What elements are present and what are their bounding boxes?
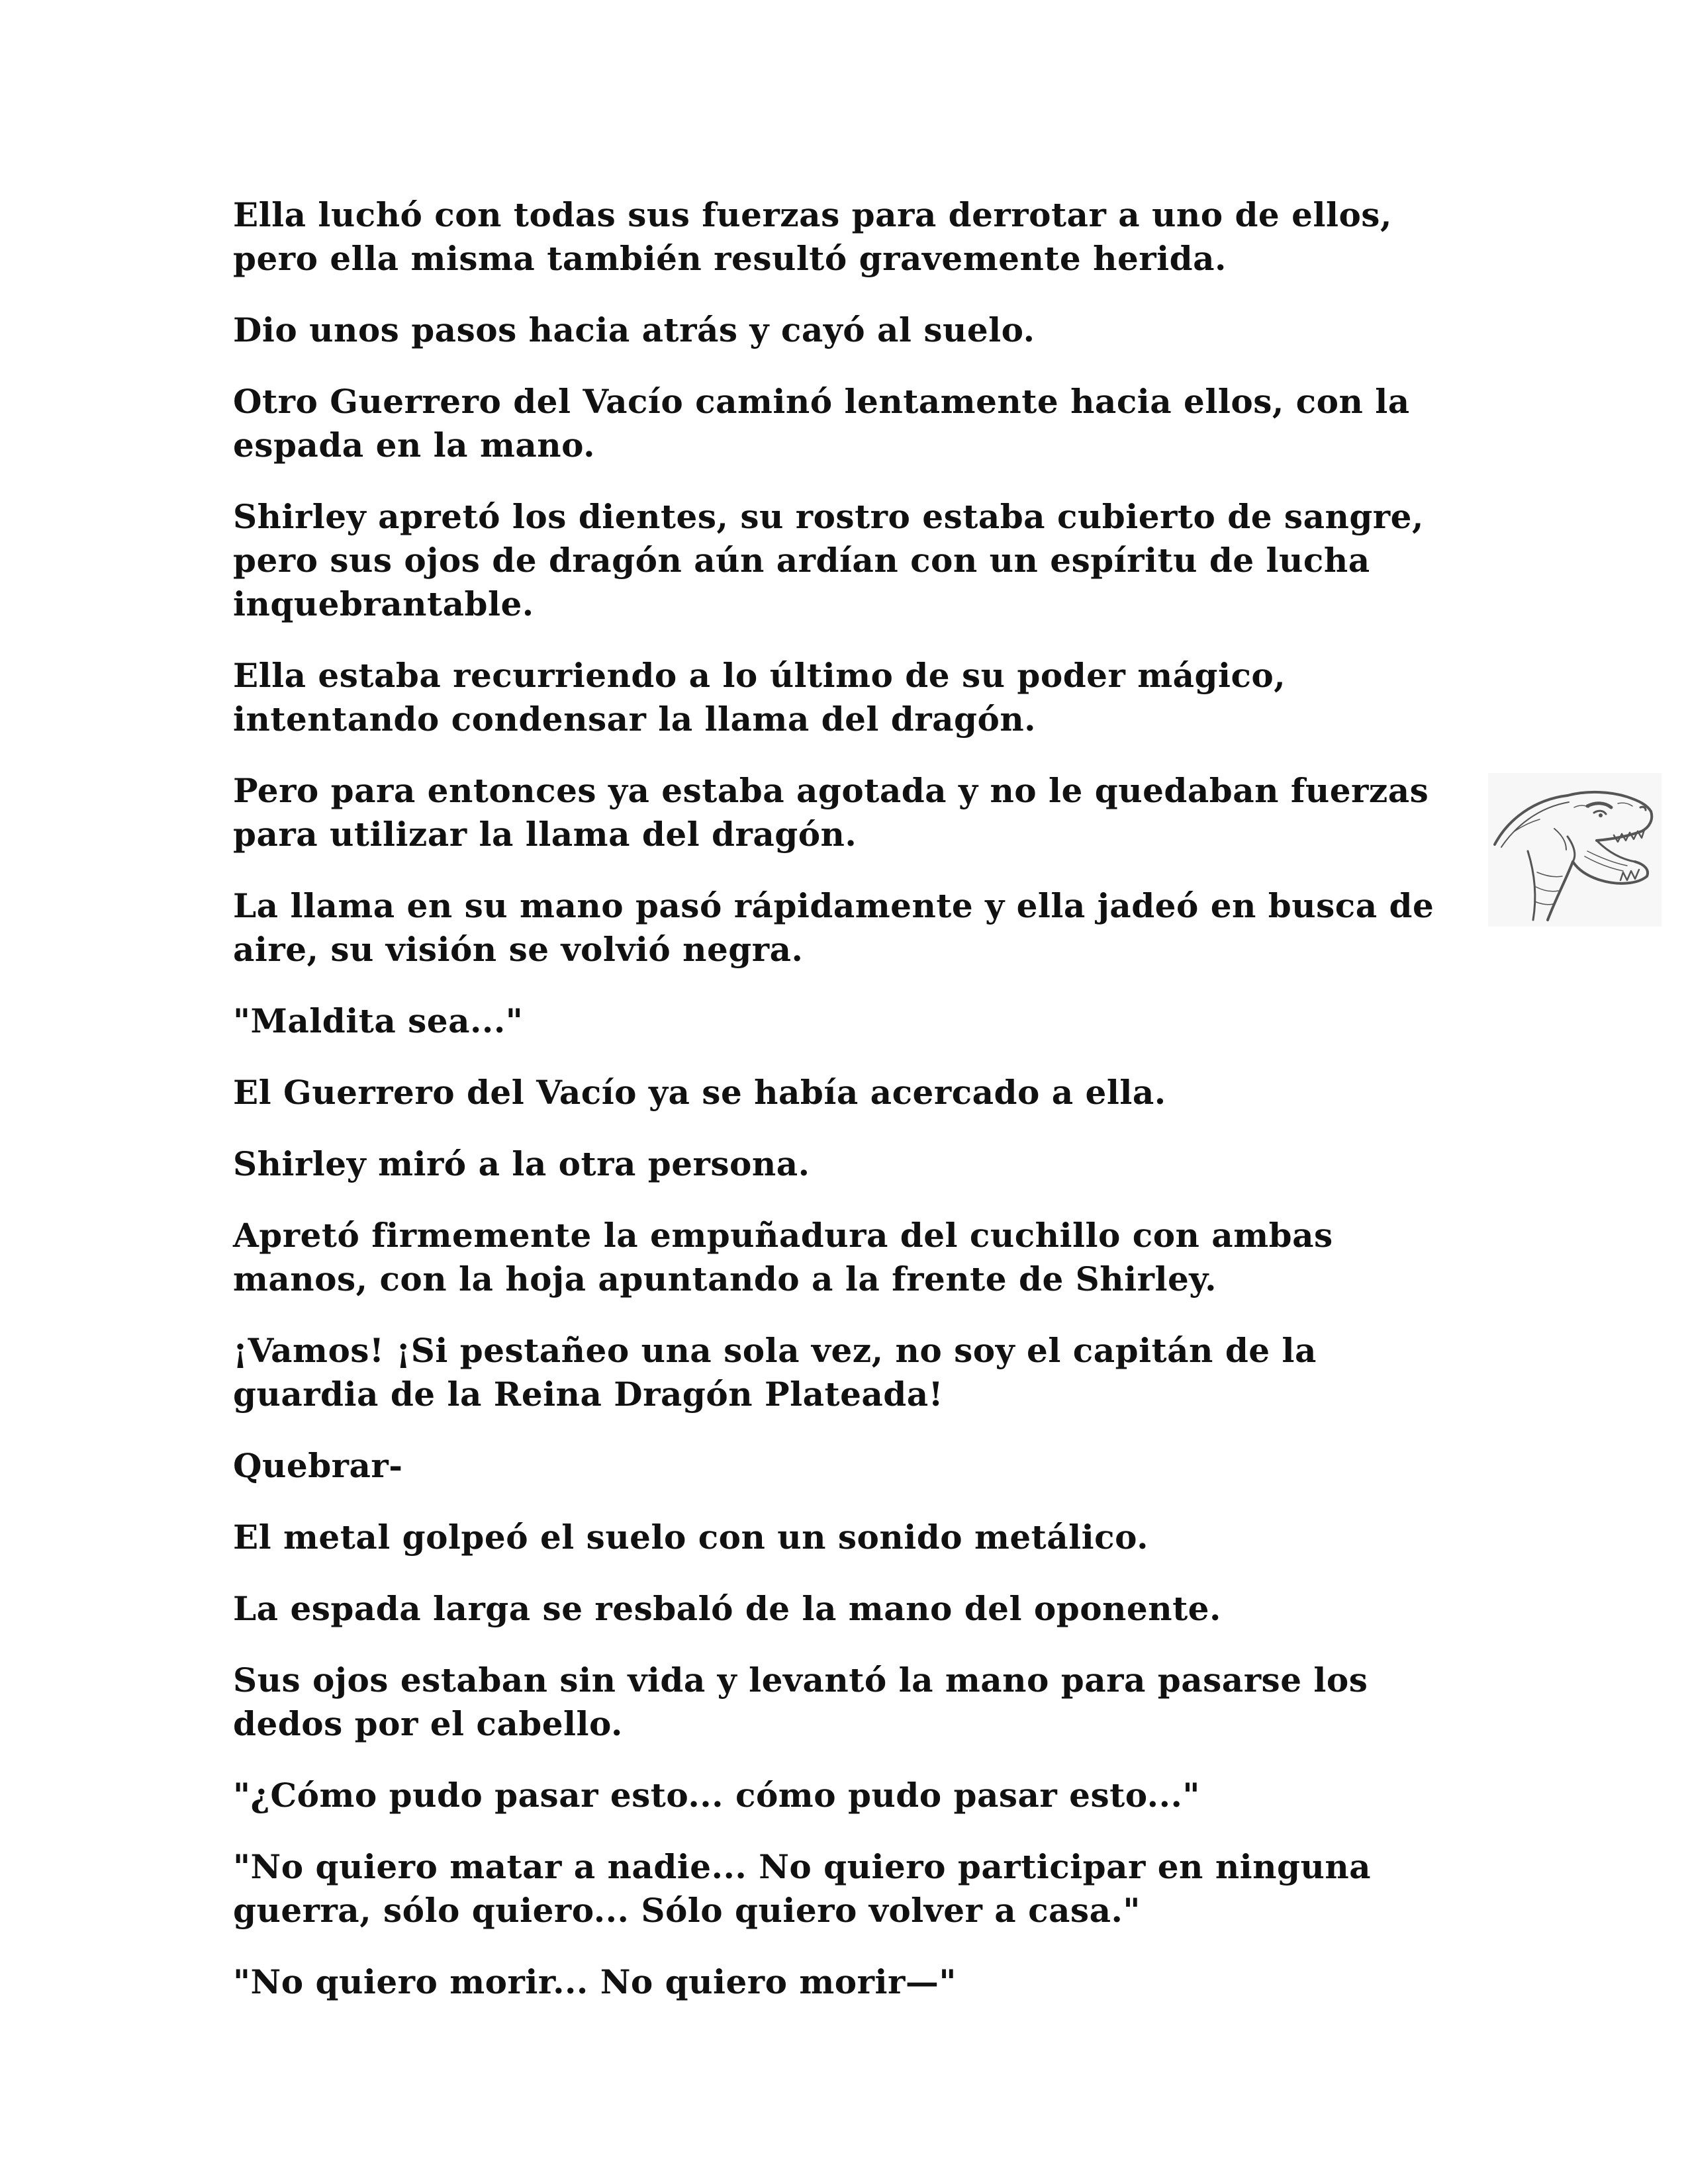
paragraph: El Guerrero del Vacío ya se había acercado a ella. xyxy=(233,1073,1166,1112)
paragraph: Pero para entonces ya estaba agotada y no le quedaban fuerzas para utilizar la llama del dragón. xyxy=(233,771,1429,854)
paragraph: La espada larga se resbaló de la mano del oponente. xyxy=(233,1589,1221,1628)
paragraph: Apretó firmemente la empuñadura del cuchillo con ambas manos, con la hoja apuntando a la frente de Shirley. xyxy=(233,1216,1333,1298)
paragraph: "Maldita sea..." xyxy=(233,1001,524,1040)
paragraph: El metal golpeó el suelo con un sonido metálico. xyxy=(233,1518,1149,1557)
paragraph: Ella estaba recurriendo a lo último de su poder mágico, intentando condensar la llama del dragón. xyxy=(233,656,1286,739)
paragraph: Sus ojos estaban sin vida y levantó la mano para pasarse los dedos por el cabello. xyxy=(233,1661,1368,1743)
paragraph: Otro Guerrero del Vacío caminó lentamente hacia ellos, con la espada en la mano. xyxy=(233,382,1410,465)
paragraph: "No quiero matar a nadie... No quiero participar en ninguna guerra, sólo quiero... Sólo quiero volver a casa." xyxy=(233,1847,1372,1930)
dinosaur-head-sketch-icon xyxy=(1488,773,1662,927)
text-column xyxy=(233,193,1491,2032)
paragraph: "No quiero morir... No quiero morir—" xyxy=(233,1962,957,2001)
paragraph: Quebrar- xyxy=(233,1446,403,1485)
paragraph: Shirley miró a la otra persona. xyxy=(233,1144,810,1183)
paragraph: ¡Vamos! ¡Si pestañeo una sola vez, no soy el capitán de la guardia de la Reina Dragón Plateada! xyxy=(233,1331,1317,1414)
paragraph: Ella luchó con todas sus fuerzas para derrotar a uno de ellos, pero ella misma también resultó gravemente herida. xyxy=(233,195,1392,278)
paragraph: Shirley apretó los dientes, su rostro estaba cubierto de sangre, pero sus ojos de dragón aún ardían con un espíritu de lucha inquebrantable. xyxy=(233,497,1424,623)
paragraph: "¿Cómo pudo pasar esto... cómo pudo pasar esto..." xyxy=(233,1776,1200,1815)
paragraph: Dio unos pasos hacia atrás y cayó al suelo. xyxy=(233,310,1035,349)
paragraph: La llama en su mano pasó rápidamente y ella jadeó en busca de aire, su visión se volvió negra. xyxy=(233,886,1434,969)
